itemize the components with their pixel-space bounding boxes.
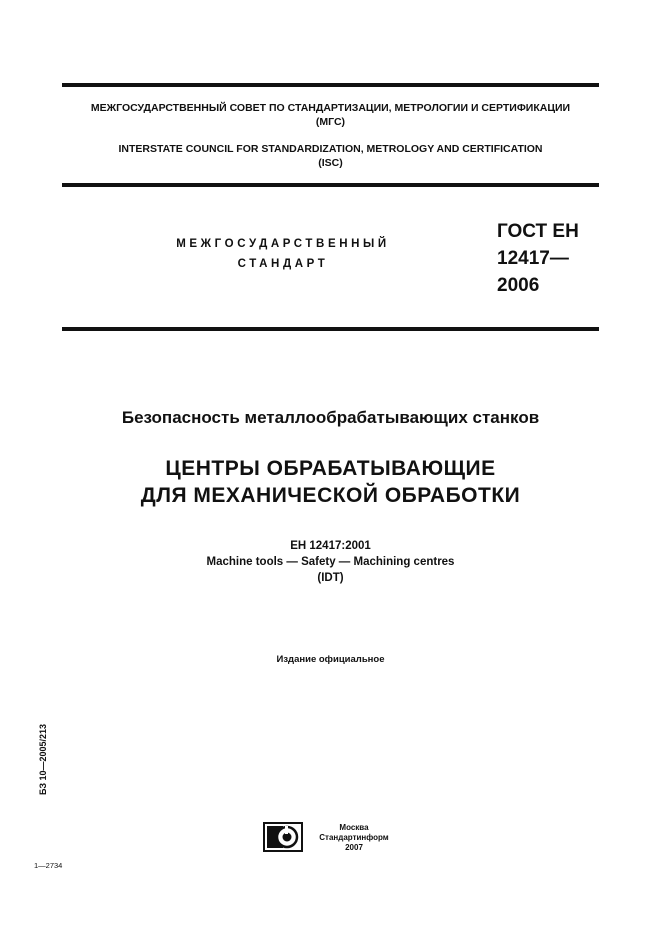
designation-line1: МЕЖГОСУДАРСТВЕННЫЙ [176, 238, 390, 250]
reference-code: ЕН 12417:2001 [290, 540, 371, 552]
document-title-line1: ЦЕНТРЫ ОБРАБАТЫВАЮЩИЕ [165, 457, 496, 480]
reference-en-title: Machine tools — Safety — Machining centres [206, 556, 455, 568]
document-subtitle: Безопасность металлообрабатывающих станков [121, 408, 540, 427]
publisher-logo-icon [263, 822, 303, 852]
publisher-city: Москва [339, 823, 369, 832]
gost-number-line3: 2006 [497, 275, 540, 296]
publisher-year: 2007 [345, 843, 363, 852]
council-abbr-en: (ISC) [318, 157, 343, 169]
footer-code: 1—2734 [34, 861, 63, 870]
document-title-line2: ДЛЯ МЕХАНИЧЕСКОЙ ОБРАБОТКИ [140, 484, 521, 507]
side-note: БЗ 10—2005/213 [38, 723, 48, 795]
gost-number-line1: ГОСТ ЕН [497, 221, 579, 242]
reference-idt: (IDT) [317, 572, 344, 584]
council-name-ru: МЕЖГОСУДАРСТВЕННЫЙ СОВЕТ ПО СТАНДАРТИЗАЦИИ, МЕТРОЛОГИИ И СЕРТИФИКАЦИИ [90, 102, 571, 114]
designation-rule [62, 327, 599, 331]
edition-label: Издание официальное [276, 654, 385, 665]
council-name-en: INTERSTATE COUNCIL FOR STANDARDIZATION, METROLOGY AND CERTIFICATION [118, 143, 543, 155]
designation-line2: СТАНДАРТ [237, 258, 329, 270]
top-rule [62, 83, 599, 87]
publisher-name: Стандартинформ [319, 833, 389, 842]
gost-number-line2: 12417— [497, 248, 569, 269]
council-abbr-ru: (МГС) [315, 116, 346, 128]
header-rule [62, 183, 599, 187]
publisher-logo [263, 822, 303, 852]
